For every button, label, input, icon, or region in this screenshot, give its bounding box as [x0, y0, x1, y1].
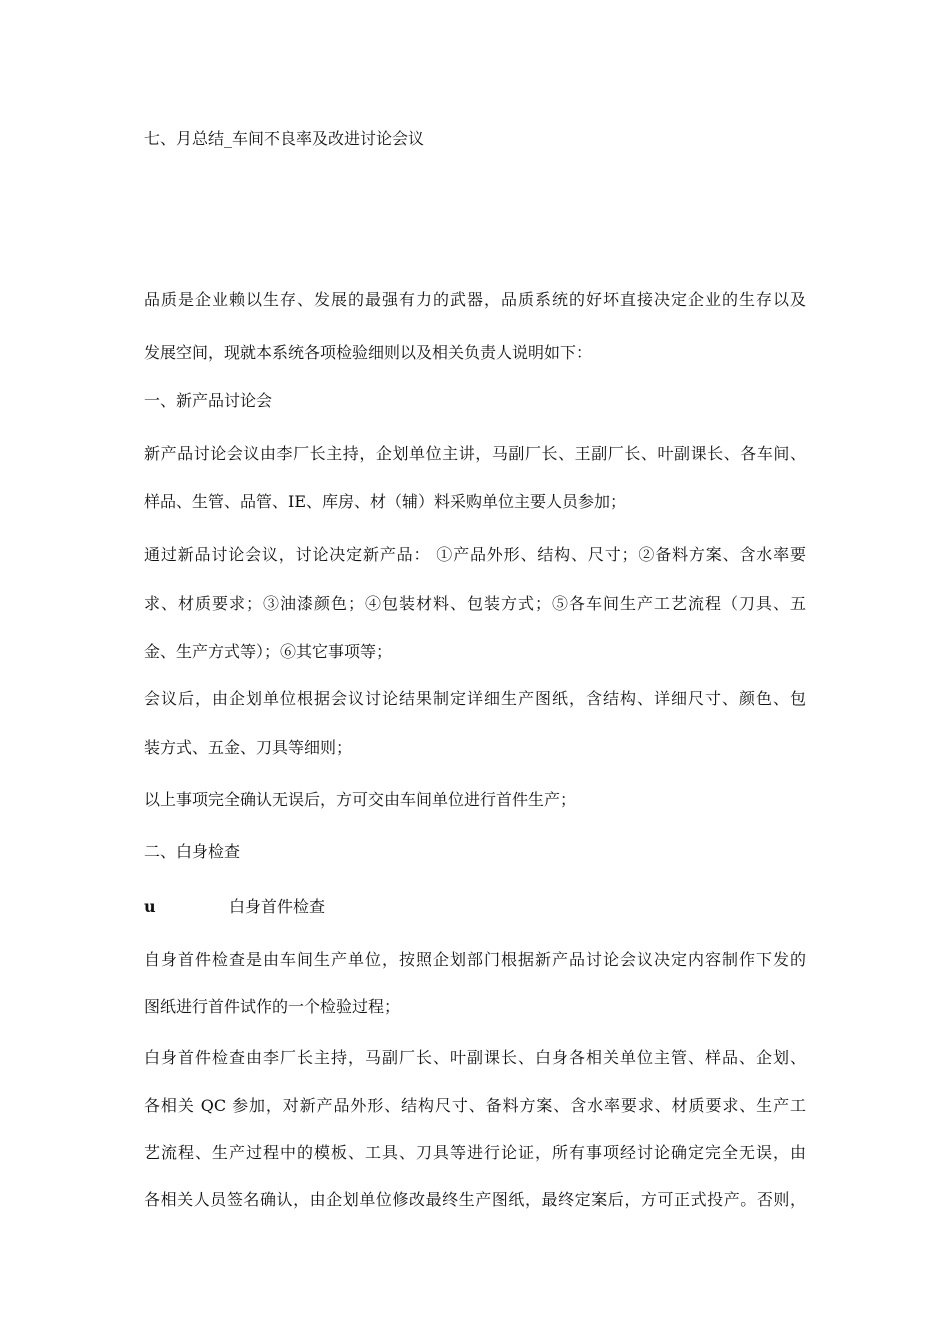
paragraph-line: 白身首件检查由李厂长主持，马副厂长、叶副课长、白身各相关单位主管、样品、企划、 [144, 1048, 806, 1067]
paragraph-line: 以上事项完全确认无误后，方可交由车间单位进行首件生产； [144, 790, 577, 809]
paragraph-line: 艺流程、生产过程中的模板、工具、刀具等进行论证，所有事项经讨论确定完全无误，由 [144, 1143, 806, 1162]
paragraph-line: 求、材质要求；③油漆颜色；④包装材料、包装方式；⑤各车间生产工艺流程（刀具、五 [144, 594, 806, 613]
paragraph-line: 金、生产方式等）；⑥其它事项等； [144, 642, 393, 661]
section-heading: 一、新产品讨论会 [144, 391, 273, 410]
bullet-marker: u [144, 897, 156, 916]
section-heading: 二、白身检查 [144, 842, 241, 861]
document-title: 七、月总结_车间不良率及改进讨论会议 [144, 129, 425, 148]
paragraph-line: 自身首件检查是由车间生产单位，按照企划部门根据新产品讨论会议决定内容制作下发的 [144, 950, 806, 969]
paragraph-line: 新产品讨论会议由李厂长主持，企划单位主讲，马副厂长、王副厂长、叶副课长、各车间、 [144, 444, 806, 463]
paragraph-line: 图纸进行首件试作的一个检验过程； [144, 997, 401, 1016]
subsection-heading: 白身首件检查 [229, 897, 326, 916]
paragraph-line: 通过新品讨论会议，讨论决定新产品： ①产品外形、结构、尺寸；②备料方案、含水率要 [144, 545, 806, 564]
paragraph-line: 装方式、五金、刀具等细则； [144, 738, 353, 757]
paragraph-line: 各相关人员签名确认，由企划单位修改最终生产图纸，最终定案后，方可正式投产。否则， [144, 1190, 806, 1209]
paragraph-line: 会议后，由企划单位根据会议讨论结果制定详细生产图纸，含结构、详细尺寸、颜色、包 [144, 689, 806, 708]
paragraph-line: 样品、生管、品管、IE、库房、材（辅）料采购单位主要人员参加； [144, 492, 627, 511]
paragraph-line: 各相关 QC 参加，对新产品外形、结构尺寸、备料方案、含水率要求、材质要求、生产工 [144, 1096, 806, 1115]
paragraph-line: 品质是企业赖以生存、发展的最强有力的武器，品质系统的好坏直接决定企业的生存以及 [144, 290, 806, 309]
paragraph-line: 发展空间，现就本系统各项检验细则以及相关负责人说明如下： [144, 343, 593, 362]
